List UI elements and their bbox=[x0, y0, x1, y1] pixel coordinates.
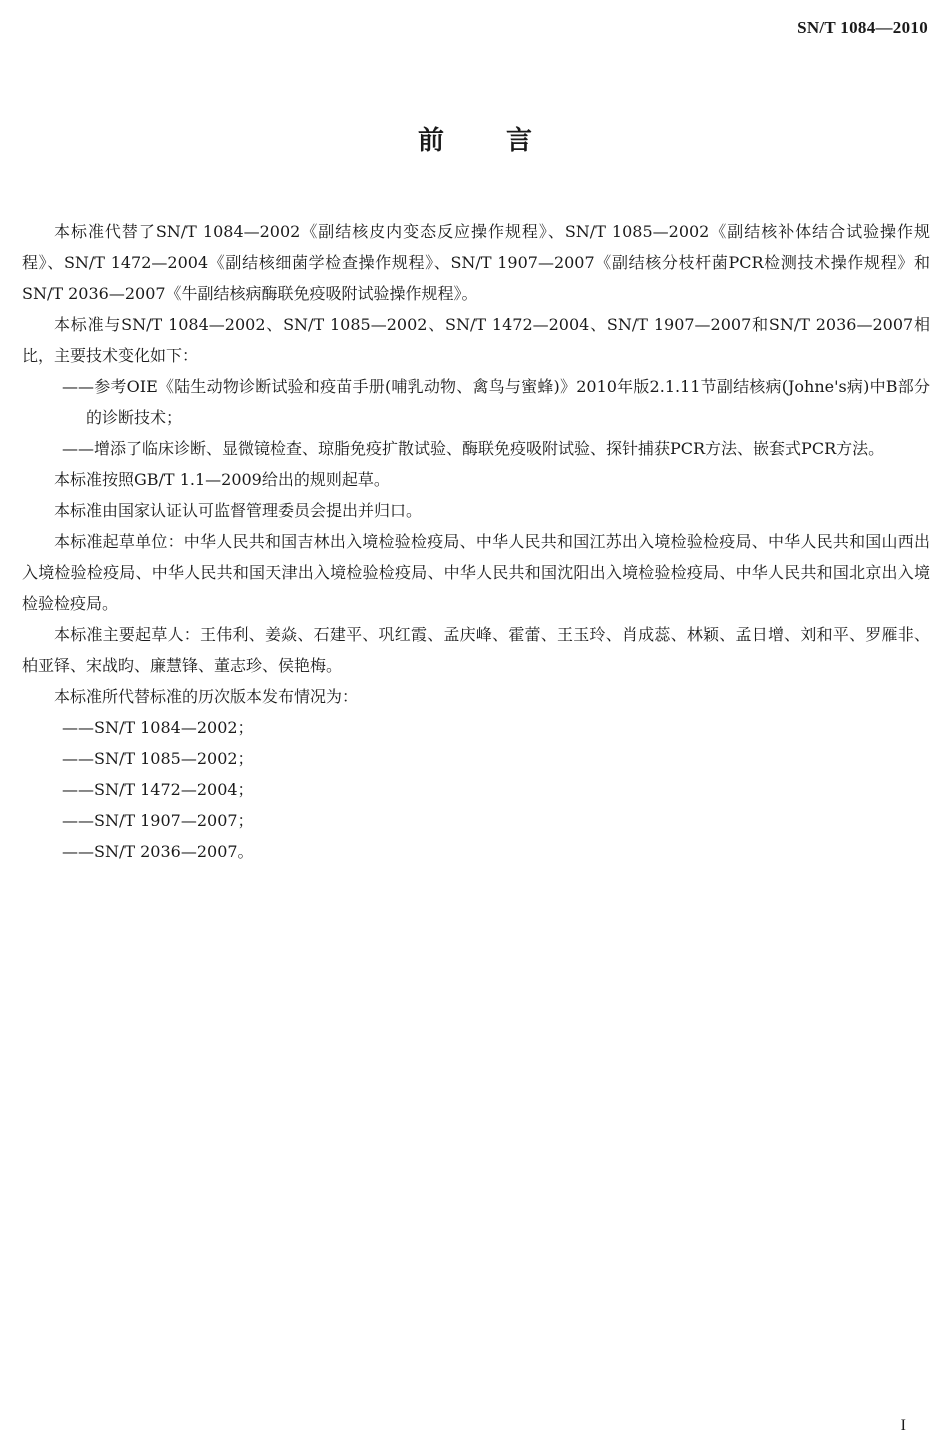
foreword-body bbox=[22, 216, 930, 867]
history-item: ——SN/T 1085—2002； bbox=[62, 749, 254, 768]
history-item: ——SN/T 1084—2002； bbox=[62, 718, 254, 737]
paragraph-proposer: 本标准由国家认证认可监督管理委员会提出并归口。 bbox=[54, 501, 423, 520]
history-item: ——SN/T 2036—2007。 bbox=[62, 842, 254, 861]
paragraph-history-intro: 本标准所代替标准的历次版本发布情况为： bbox=[54, 687, 359, 706]
paragraph-drafting-units: 本标准起草单位：中华人民共和国吉林出入境检验检疫局、中华人民共和国江苏出入境检验检疫局、中华人民共和国山西出入境检验检疫局、中华人民共和国天津出入境检验检疫局、中华人民共和国沈阳出入境检验检疫局、中华人民共和国北京出入境检验检疫局。 bbox=[22, 532, 930, 613]
change-item: ——增添了临床诊断、显微镜检查、琼脂免疫扩散试验、酶联免疫吸附试验、探针捕获PCR方法、嵌套式PCR方法。 bbox=[62, 439, 885, 458]
paragraph-drafting-rules: 本标准按照GB/T 1.1—2009给出的规则起草。 bbox=[54, 470, 390, 489]
page-title: 前言 bbox=[417, 126, 594, 156]
history-item: ——SN/T 1472—2004； bbox=[62, 780, 254, 799]
page-number: I bbox=[900, 1417, 906, 1434]
paragraph-replaces: 本标准代替了SN/T 1084—2002《副结核皮内变态反应操作规程》、SN/T 1085—2002《副结核补体结合试验操作规程》、SN/T 1472—2004《副结核细菌学检查操作规程》、SN/T 1907—2007《副结核分枝杆菌PCR检测技术操作规程》和SN/T 2036—2007《牛副结核病酶联免疫吸附试验操作规程》。 bbox=[22, 222, 930, 303]
history-item: ——SN/T 1907—2007； bbox=[62, 811, 254, 830]
paragraph-changes-intro: 本标准与SN/T 1084—2002、SN/T 1085—2002、SN/T 1472—2004、SN/T 1907—2007和SN/T 2036—2007相比，主要技术变化如下： bbox=[22, 315, 930, 365]
paragraph-drafters: 本标准主要起草人：王伟利、姜焱、石建平、巩红霞、孟庆峰、霍蕾、王玉玲、肖成蕊、林颖、孟日增、刘和平、罗雁非、柏亚铎、宋战昀、廉慧锋、董志珍、侯艳梅。 bbox=[22, 625, 930, 675]
change-item: ——参考OIE《陆生动物诊断试验和疫苗手册(哺乳动物、禽鸟与蜜蜂)》2010年版2.1.11节副结核病(Johne's病)中B部分的诊断技术； bbox=[62, 377, 930, 427]
standard-code: SN/T 1084—2010 bbox=[797, 18, 928, 37]
